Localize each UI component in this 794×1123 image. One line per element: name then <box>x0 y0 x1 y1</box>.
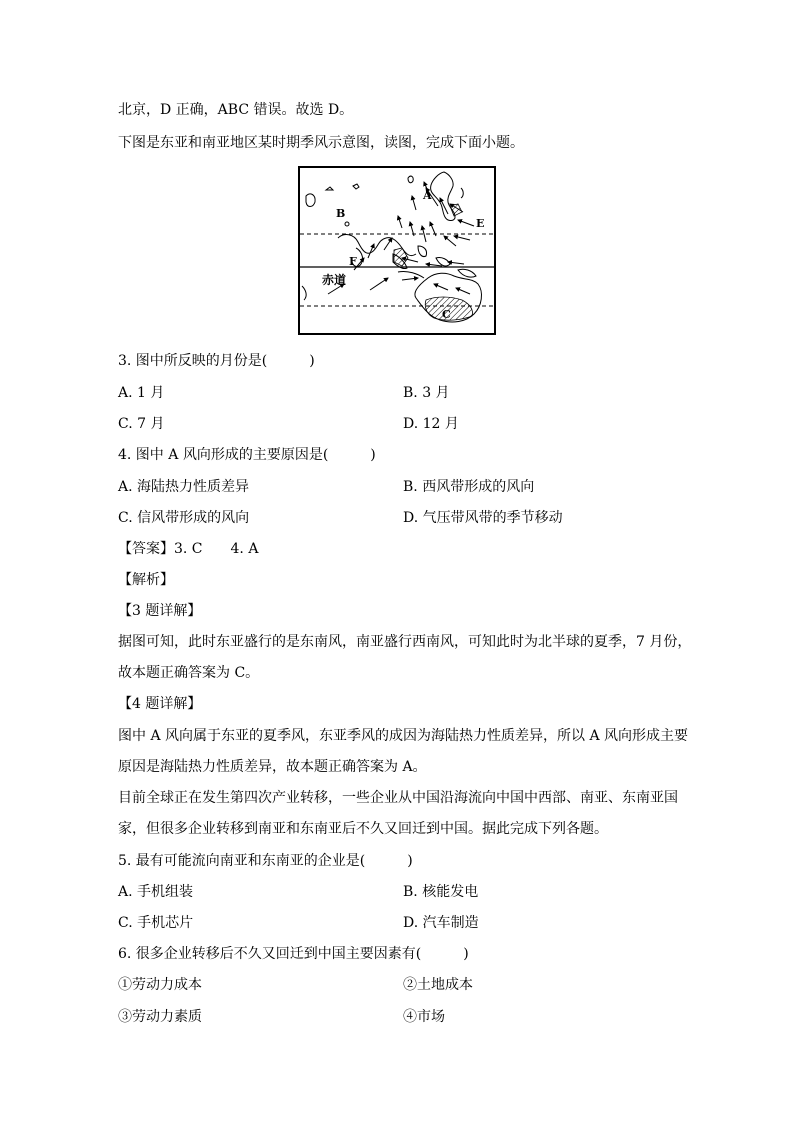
monsoon-map-figure <box>298 166 496 335</box>
q5-option-b: B. 核能发电 <box>403 884 479 900</box>
q4-option-b: B. 西风带形成的风向 <box>403 479 535 495</box>
station-marker <box>345 222 349 226</box>
intro-line-1: 北京，D 正确，ABC 错误。故选 D。 <box>118 102 354 118</box>
label-b: B <box>336 207 346 220</box>
q6-option-2: ②土地成本 <box>403 977 473 993</box>
passage-line-2: 家，但很多企业转移到南亚和东南亚后不久又回迁到中国。据此完成下列各题。 <box>118 821 608 837</box>
q3-option-a: A. 1 月 <box>118 385 165 401</box>
q4-option-d: D. 气压带风带的季节移动 <box>403 510 563 526</box>
q4-option-c: C. 信风带形成的风向 <box>118 510 250 526</box>
label-f: F <box>349 255 357 268</box>
q5-option-d: D. 汽车制造 <box>403 915 479 931</box>
analysis-header: 【解析】 <box>118 572 174 588</box>
q4-detail-header: 【4 题详解】 <box>118 696 202 712</box>
q3-stem: 3. 图中所反映的月份是( ) <box>118 353 315 369</box>
q3-option-c: C. 7 月 <box>118 416 165 432</box>
label-a: A <box>423 189 432 202</box>
q6-option-4: ④市场 <box>403 1009 445 1025</box>
q3-option-b: B. 3 月 <box>403 385 450 401</box>
q6-option-1: ①劳动力成本 <box>118 977 202 993</box>
q4-option-a: A. 海陆热力性质差异 <box>118 479 250 495</box>
q6-option-3: ③劳动力素质 <box>118 1009 202 1025</box>
q3-option-d: D. 12 月 <box>403 416 459 432</box>
label-c: C <box>442 308 451 321</box>
answer-line: 【答案】3. C 4. A <box>118 541 259 557</box>
q6-stem: 6. 很多企业转移后不久又回迁到中国主要因素有( ) <box>118 946 469 962</box>
q5-option-c: C. 手机芯片 <box>118 915 194 931</box>
monsoon-map-svg <box>298 166 496 335</box>
q4-detail-line-1: 图中 A 风向属于东亚的夏季风，东亚季风的成因为海陆热力性质差异，所以 A 风向形成主要 <box>118 728 689 744</box>
label-e: E <box>476 217 485 230</box>
q4-stem: 4. 图中 A 风向形成的主要原因是( ) <box>118 447 376 463</box>
q5-stem: 5. 最有可能流向南亚和东南亚的企业是( ) <box>118 853 413 869</box>
q3-detail-line-1: 据图可知，此时东亚盛行的是东南风，南亚盛行西南风，可知此时为北半球的夏季，7 月份， <box>118 634 692 650</box>
q3-detail-header: 【3 题详解】 <box>118 603 202 619</box>
passage-line-1: 目前全球正在发生第四次产业转移，一些企业从中国沿海流向中国中西部、南亚、东南亚国 <box>118 790 678 806</box>
label-equator: 赤道 <box>322 273 347 287</box>
q5-option-a: A. 手机组装 <box>118 884 194 900</box>
intro-line-2: 下图是东亚和南亚地区某时期季风示意图，读图，完成下面小题。 <box>118 135 524 151</box>
q4-detail-line-2: 原因是海陆热力性质差异，故本题正确答案为 A。 <box>118 759 427 775</box>
q3-detail-line-2: 故本题正确答案为 C。 <box>118 665 260 681</box>
